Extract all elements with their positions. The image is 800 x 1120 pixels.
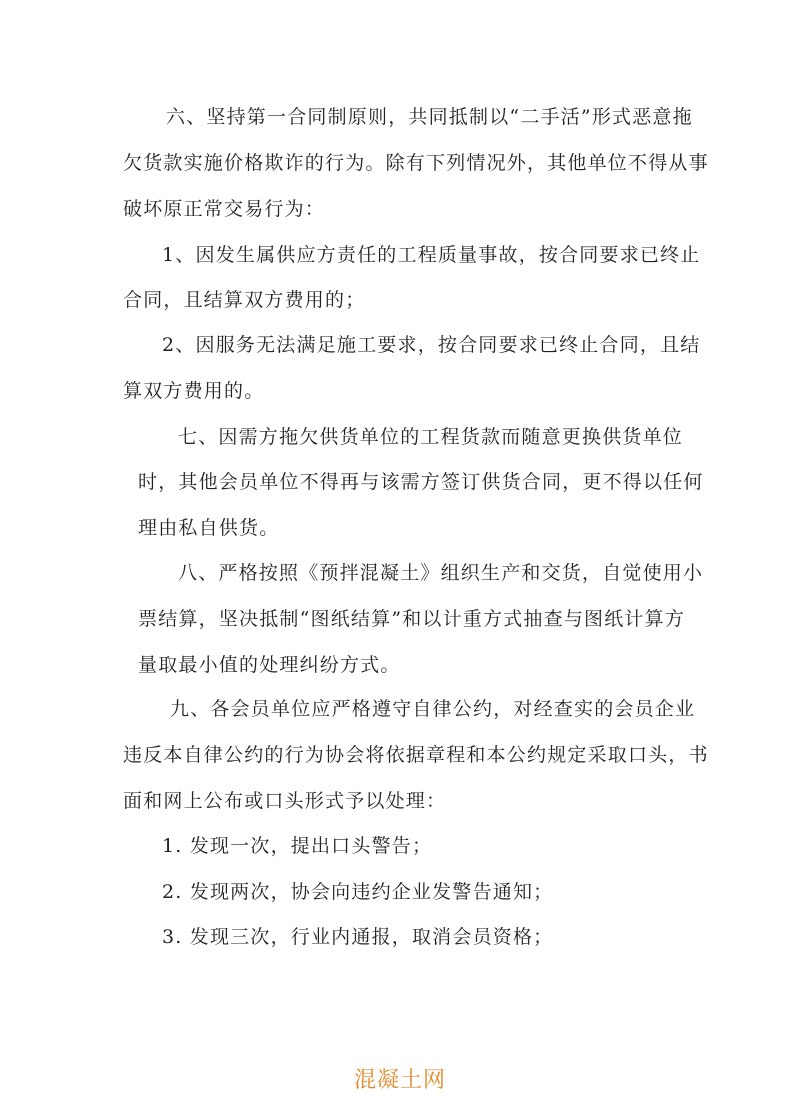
penalty-item-3: 3. 发现三次，行业内通报，取消会员资格； — [162, 926, 554, 948]
paragraph-6-item-1-line-2: 合同，且结算双方费用的； — [123, 289, 366, 311]
footer-logo: 混凝土网 — [353, 1068, 446, 1093]
paragraph-6-item-1-line-1: 1、因发生属供应方责任的工程质量事故，按合同要求已终止 — [162, 244, 701, 266]
paragraph-6-item-2-line-1: 2、因服务无法满足施工要求，按合同要求已终止合同，且结 — [162, 334, 701, 356]
paragraph-8-line-1: 八、严格按照《预拌混凝土》组织生产和交货，自觉使用小 — [178, 562, 704, 584]
paragraph-6-line-3: 破坏原正常交易行为： — [123, 198, 326, 220]
paragraph-7-line-1: 七、因需方拖欠供货单位的工程货款而随意更换供货单位 — [178, 426, 684, 448]
paragraph-8-line-2: 票结算，坚决抵制“图纸结算”和以计重方式抽查与图纸计算方 — [138, 608, 686, 630]
paragraph-6-line-2: 欠货款实施价格欺诈的行为。除有下列情况外，其他单位不得从事 — [123, 152, 709, 174]
paragraph-9-line-2: 违反本自律公约的行为协会将依据章程和本公约规定采取口头，书 — [123, 744, 709, 766]
paragraph-6-line-1: 六、坚持第一合同制原则，共同抵制以“二手活”形式恶意拖 — [166, 106, 693, 128]
paragraph-9-line-1: 九、各会员单位应严格遵守自律公约，对经查实的会员企业 — [170, 698, 696, 720]
paragraph-7-line-3: 理由私自供货。 — [138, 517, 280, 539]
paragraph-8-line-3: 量取最小值的处理纠纷方式。 — [138, 654, 401, 676]
penalty-item-1: 1. 发现一次，提出口头警告； — [162, 835, 433, 857]
paragraph-9-line-3: 面和网上公布或口头形式予以处理： — [123, 790, 447, 812]
paragraph-6-item-2-line-2: 算双方费用的。 — [123, 380, 265, 402]
penalty-item-2: 2. 发现两次，协会向违约企业发警告通知； — [162, 881, 554, 903]
paragraph-7-line-2: 时，其他会员单位不得再与该需方签订供货合同，更不得以任何 — [138, 471, 704, 493]
